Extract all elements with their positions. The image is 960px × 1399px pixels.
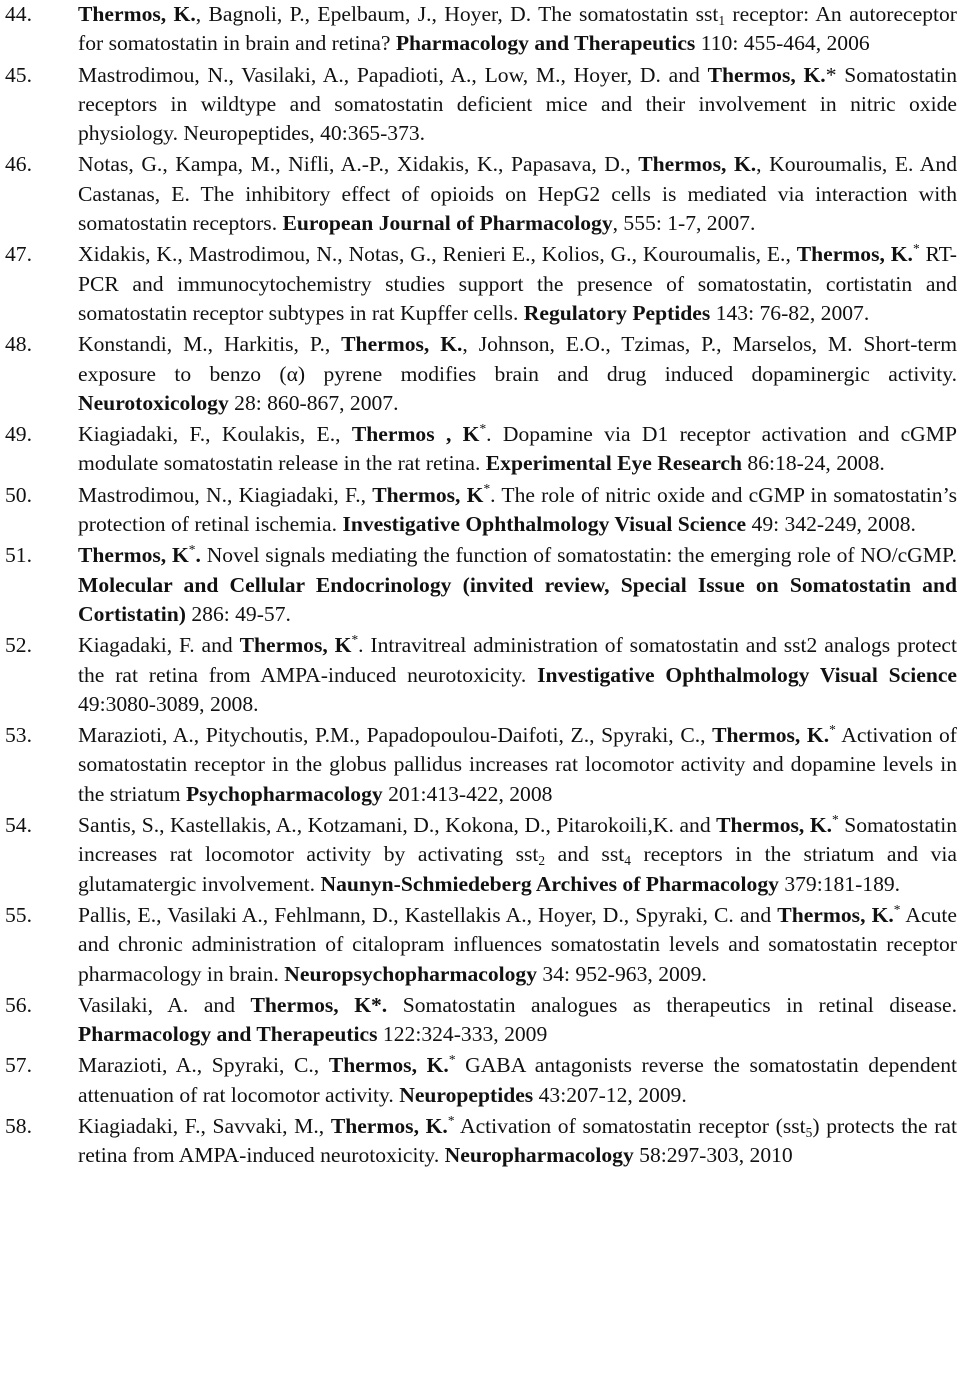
citation-text: 286: 49-57. xyxy=(185,601,291,626)
bold-text: Pharmacology and Therapeutics xyxy=(395,31,696,56)
superscript: * xyxy=(479,420,487,436)
citation-text: , Johnson, E.O., Tzimas, P., Marselos, M. Short-term exposure to benzo (α) pyrene modifies brain and drug induced dopaminergic activity. xyxy=(78,332,957,386)
publication-entry xyxy=(5,541,957,629)
citation-text: Activation of somatostatin receptor in the globus pallidus increases rat locomotor activity and dopamine levels in the striatum xyxy=(78,723,957,806)
citation-text: receptor: An autoreceptor for somatostatin in brain and retina? xyxy=(78,2,957,56)
citation-text: receptors in the striatum and via glutamatergic involvement. xyxy=(78,842,958,896)
entry-number: 52. xyxy=(5,633,32,658)
bold-text: Thermos, K. xyxy=(330,1113,448,1138)
citation-text: , 555: 1-7, 2007. xyxy=(612,211,756,236)
bold-text: Thermos , K xyxy=(351,422,480,447)
citation-text: RT-PCR and immunocytochemistry studies support the presence of somatostatin, cortistatin and somatostatin receptor subtypes in rat Kupffer cells. xyxy=(78,242,957,325)
publication-entry xyxy=(5,61,957,149)
citation-text: Mastrodimou, N., Vasilaki, A., Papadioti, A., Low, M., Hoyer, D. and xyxy=(78,62,708,87)
publication-entry xyxy=(5,0,957,59)
bold-text: Thermos, K. xyxy=(341,332,463,357)
citation-text: Somatostatin increases rat locomotor activity by activating sst xyxy=(78,813,958,867)
subscript: 5 xyxy=(805,1124,813,1140)
entry-number: 53. xyxy=(5,723,32,748)
bold-text: Investigative Ophthalmology Visual Science xyxy=(537,662,957,687)
citation-text: Kiagadaki, F. and xyxy=(78,633,240,658)
citation-text: 49:3080-3089, 2008. xyxy=(78,691,259,716)
bold-text: Thermos, K. xyxy=(777,902,894,927)
entry-number: 57. xyxy=(5,1053,32,1078)
citation-text: Somatostatin receptors in wildtype and somatostatin deficient mice and their involvement in nitric oxide physiology. Neuropeptides, 40:365-373. xyxy=(78,62,958,146)
citation-text: Konstandi, M., Harkitis, P., xyxy=(78,332,342,357)
bold-text: Thermos, K. xyxy=(712,723,830,748)
entry-number: 44. xyxy=(5,2,32,26)
citation-text: * xyxy=(825,62,837,87)
publication-entry xyxy=(5,150,957,238)
entry-number: 47. xyxy=(5,242,32,267)
bold-text: Thermos, K xyxy=(372,482,484,507)
entry-number: 56. xyxy=(5,992,32,1017)
entry-number: 58. xyxy=(5,1113,32,1138)
publication-entry xyxy=(5,991,957,1050)
entry-number: 50. xyxy=(5,482,32,507)
publication-entry xyxy=(5,901,957,989)
citation-text: . Dopamine via D1 receptor activation and cGMP modulate somatostatin release in the rat retina. xyxy=(78,422,957,476)
bold-text: Neuropsychopharmacology xyxy=(284,961,538,986)
entry-number: 54. xyxy=(5,813,32,838)
superscript: * xyxy=(448,1052,456,1068)
citation-text: ) protects the rat retina from AMPA-induced neurotoxicity. xyxy=(78,1113,958,1168)
subscript: 2 xyxy=(538,853,546,869)
publication-entry xyxy=(5,330,957,418)
citation-text: 201:413-422, 2008 xyxy=(382,781,553,806)
bold-text: Thermos, K xyxy=(78,543,189,568)
superscript: * xyxy=(483,481,491,497)
superscript: * xyxy=(893,901,901,917)
citation-text: Marazioti, A., Spyraki, C., xyxy=(78,1053,329,1078)
bold-text: Thermos, K. xyxy=(328,1053,449,1078)
subscript: 1 xyxy=(718,12,726,28)
bold-text: Thermos, K. xyxy=(707,62,826,87)
bold-text: Molecular and Cellular Endocrinology (invited review, Special Issue on Somatostatin and Cortistatin) xyxy=(78,572,957,626)
publication-entry xyxy=(5,811,957,899)
publication-entry xyxy=(5,420,957,479)
entry-number: 51. xyxy=(5,543,32,568)
bold-text: . xyxy=(195,543,201,568)
citation-text: 110: 455-464, 2006 xyxy=(695,31,870,56)
entry-number: 45. xyxy=(5,62,32,87)
citation-text: 49: 342-249, 2008. xyxy=(746,512,916,537)
bold-text: Thermos, K*. xyxy=(250,992,388,1017)
superscript: * xyxy=(188,542,196,558)
citation-text: Novel signals mediating the function of somatostatin: the emerging role of NO/cGMP. xyxy=(200,543,957,568)
publication-entry xyxy=(5,481,957,540)
superscript: * xyxy=(351,631,359,647)
citation-text: 34: 952-963, 2009. xyxy=(537,961,707,986)
citation-text: Mastrodimou, N., Kiagiadaki, F., xyxy=(78,482,373,507)
bold-text: Pharmacology and Therapeutics xyxy=(78,1022,378,1047)
citation-text: GABA antagonists reverse the somatostatin dependent attenuation of rat locomotor activity. xyxy=(78,1053,958,1107)
bold-text: Neuropharmacology xyxy=(444,1143,634,1168)
bold-text: Psychopharmacology xyxy=(185,781,383,806)
citation-text: Acute and chronic administration of citalopram influences somatostatin levels and somatostatin receptor pharmacology in brain. xyxy=(78,902,957,986)
bold-text: Neurotoxicology xyxy=(78,390,229,415)
publication-entry xyxy=(5,1051,957,1110)
bold-text: Experimental Eye Research xyxy=(485,451,743,476)
entry-number: 55. xyxy=(5,902,32,927)
publication-entry xyxy=(5,1112,957,1171)
publication-entry xyxy=(5,631,957,719)
citation-text: 43:207-12, 2009. xyxy=(533,1082,687,1107)
citation-text: 86:18-24, 2008. xyxy=(742,451,885,476)
superscript: * xyxy=(912,241,920,257)
citation-text: , Kouroumalis, E. And Castanas, E. The inhibitory effect of opioids on HepG2 cells is mediated via interaction with somatostatin receptors. xyxy=(78,152,957,236)
citation-text: Somatostatin analogues as therapeutics in retinal disease. xyxy=(387,992,957,1017)
citation-text: . The role of nitric oxide and cGMP in somatostatin’s protection of retinal ischemia. xyxy=(78,482,957,537)
citation-text: Kiagiadaki, F., Savvaki, M., xyxy=(78,1113,331,1138)
superscript: * xyxy=(832,811,839,827)
bold-text: European Journal of Pharmacology xyxy=(282,211,613,236)
citation-text: 58:297-303, 2010 xyxy=(633,1143,793,1168)
citation-text: Activation of somatostatin receptor (sst xyxy=(454,1113,806,1138)
publication-entry xyxy=(5,721,957,809)
citation-text: Pallis, E., Vasilaki A., Fehlmann, D., Kastellakis A., Hoyer, D., Spyraki, C. and xyxy=(78,902,778,927)
citation-text: and sst xyxy=(545,842,625,867)
entry-number: 49. xyxy=(5,422,32,447)
bold-text: Neuropeptides xyxy=(399,1082,534,1107)
citation-text: Vasilaki, A. and xyxy=(78,992,251,1017)
bold-text: Thermos, K. xyxy=(796,242,913,267)
publication-entry xyxy=(5,240,957,328)
bold-text: Thermos, K. xyxy=(638,152,757,177)
bold-text: Thermos, K. xyxy=(716,813,833,838)
citation-text: Notas, G., Kampa, M., Nifli, A.-P., Xidakis, K., Papasava, D., xyxy=(78,152,639,177)
entry-number: 46. xyxy=(5,152,32,177)
bold-text: Investigative Ophthalmology Visual Science xyxy=(342,512,747,537)
citation-text: Santis, S., Kastellakis, A., Kotzamani, D., Kokona, D., Pitarokoili,K. and xyxy=(78,813,717,838)
citation-text: Marazioti, A., Pitychoutis, P.M., Papadopoulou-Daifoti, Z., Spyraki, C., xyxy=(78,723,713,748)
bold-text: Naunyn-Schmiedeberg Archives of Pharmacology xyxy=(320,871,779,896)
citation-text: 143: 76-82, 2007. xyxy=(710,300,870,325)
citation-text: Kiagiadaki, F., Koulakis, E., xyxy=(78,422,352,447)
citation-text: , Bagnoli, P., Epelbaum, J., Hoyer, D. The somatostatin sst xyxy=(195,2,719,26)
citation-text: Xidakis, K., Mastrodimou, N., Notas, G., Renieri E., Kolios, G., Kouroumalis, E., xyxy=(78,242,797,267)
citation-text: 122:324-333, 2009 xyxy=(377,1022,548,1047)
citation-text: . Intravitreal administration of somatostatin and sst2 analogs protect the rat retina from AMPA-induced neurotoxicity. xyxy=(78,633,958,687)
superscript: * xyxy=(829,721,836,737)
bold-text: Regulatory Peptides xyxy=(523,300,711,325)
citation-text: 379:181-189. xyxy=(778,871,901,896)
bold-text: Thermos, K. xyxy=(78,2,196,26)
bold-text: Thermos, K xyxy=(239,633,352,658)
subscript: 4 xyxy=(624,853,631,869)
citation-text: 28: 860-867, 2007. xyxy=(228,390,399,415)
entry-number: 48. xyxy=(5,332,32,357)
superscript: * xyxy=(447,1112,455,1128)
